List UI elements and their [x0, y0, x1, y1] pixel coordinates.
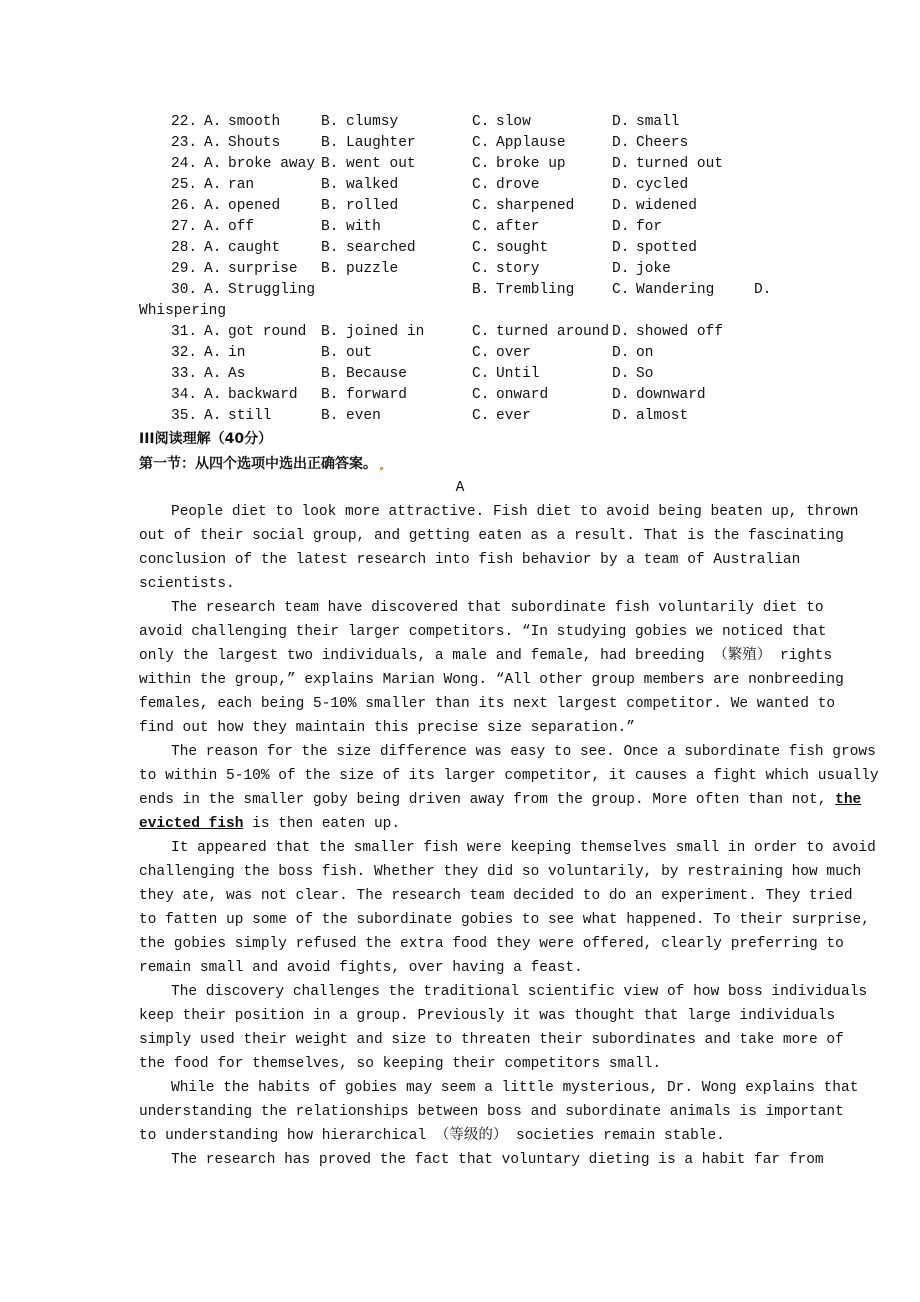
text-line: While the habits of gobies may seem a little mysterious, Dr. Wong explains that [171, 1080, 859, 1096]
option-letter: A. [204, 198, 222, 214]
option-b: Laughter [346, 135, 416, 151]
question-number: 25. [171, 177, 198, 193]
option-b: searched [346, 240, 416, 256]
option-letter: A. [204, 408, 222, 424]
option-b: puzzle [346, 261, 399, 277]
text-line: conclusion of the latest research into fish behavior by a team of Australian [139, 552, 801, 568]
option-c: sought [496, 240, 549, 256]
option-b: Trembling [496, 282, 575, 298]
option-a: in [228, 345, 246, 361]
text-segment: ends in the smaller goby being driven away from the group. More often than not, [139, 792, 836, 808]
option-c: story [496, 261, 540, 277]
option-letter: D. [612, 408, 630, 424]
question-number: 24. [171, 156, 198, 172]
option-d: small [636, 114, 680, 130]
option-b: went out [346, 156, 416, 172]
paragraph [139, 740, 879, 836]
option-letter: B. [321, 114, 339, 130]
option-c: slow [496, 114, 531, 130]
marker-dot [380, 467, 383, 470]
text-line: out of their social group, and getting eaten as a result. That is the fascinating [139, 528, 844, 544]
option-letter: B. [321, 198, 339, 214]
text-line: avoid challenging their larger competitors. “In studying gobies we noticed that [139, 624, 827, 640]
option-c: after [496, 219, 540, 235]
text-line: within the group,” explains Marian Wong. “All other group members are nonbreeding [139, 672, 844, 688]
option-a: Shouts [228, 135, 281, 151]
option-d: downward [636, 387, 706, 403]
option-d: cycled [636, 177, 689, 193]
option-a: As [228, 366, 246, 382]
text-line: simply used their weight and size to threaten their subordinates and take more of [139, 1032, 844, 1048]
option-letter: B. [321, 135, 339, 151]
option-letter: B. [321, 345, 339, 361]
option-d: Whispering [139, 303, 227, 319]
option-c: Until [496, 366, 540, 382]
option-b: out [346, 345, 373, 361]
option-b: walked [346, 177, 399, 193]
option-c: Applause [496, 135, 566, 151]
option-letter: C. [612, 282, 630, 298]
option-letter: D. [612, 261, 630, 277]
option-d: on [636, 345, 654, 361]
question-number: 34. [171, 387, 198, 403]
option-row [0, 259, 920, 280]
underlined-phrase: the [835, 792, 862, 808]
text-line: People diet to look more attractive. Fish diet to avoid being beaten up, thrown [171, 504, 859, 520]
paragraph [139, 596, 844, 740]
option-letter: D. [612, 177, 630, 193]
text-line: keep their position in a group. Previously it was thought that large individuals [139, 1008, 836, 1024]
option-d: for [636, 219, 663, 235]
option-c: drove [496, 177, 540, 193]
question-number: 26. [171, 198, 198, 214]
text-line: remain small and avoid fights, over having a feast. [139, 960, 583, 976]
option-c: sharpened [496, 198, 575, 214]
text-line: The discovery challenges the traditional scientific view of how boss individuals [171, 984, 868, 1000]
option-row [0, 133, 920, 154]
option-letter: A. [204, 387, 222, 403]
option-letter: A. [204, 156, 222, 172]
option-b: Because [346, 366, 407, 382]
option-d: turned out [636, 156, 724, 172]
text-line: find out how they maintain this precise size separation.” [139, 720, 635, 736]
option-letter: C. [472, 408, 490, 424]
question-number: 27. [171, 219, 198, 235]
question-number: 29. [171, 261, 198, 277]
paragraph [139, 500, 859, 596]
option-letter: D. [612, 135, 630, 151]
text-line [139, 812, 781, 836]
option-letter: A. [204, 219, 222, 235]
option-letter: B. [321, 261, 339, 277]
option-b: rolled [346, 198, 399, 214]
passage-label: A [455, 480, 465, 496]
underlined-phrase: evicted fish [139, 816, 244, 832]
option-row [0, 406, 920, 427]
option-d: almost [636, 408, 689, 424]
option-a: broke away [228, 156, 316, 172]
option-letter: D. [612, 324, 630, 340]
text-line: The research has proved the fact that voluntary dieting is a habit far from [171, 1152, 824, 1168]
option-b: clumsy [346, 114, 399, 130]
option-letter: A. [204, 282, 222, 298]
text-line: scientists. [139, 576, 235, 592]
option-letter: C. [472, 114, 490, 130]
option-letter: C. [472, 219, 490, 235]
reading-passage [139, 476, 879, 1172]
text-line: to fatten up some of the subordinate gobies to see what happened. To their surprise, [139, 912, 870, 928]
option-letter: A. [204, 114, 222, 130]
option-letter: C. [472, 135, 490, 151]
paragraph [139, 1148, 824, 1172]
option-letter: C. [472, 198, 490, 214]
option-row [0, 196, 920, 217]
option-c: over [496, 345, 531, 361]
text-line: the gobies simply refused the extra food they were offered, clearly preferring to [139, 936, 844, 952]
option-letter: D. [612, 198, 630, 214]
option-letter: B. [321, 324, 339, 340]
option-row [0, 280, 920, 301]
option-row [0, 364, 920, 385]
option-row [0, 175, 920, 196]
question-number: 23. [171, 135, 198, 151]
text-line: to within 5-10% of the size of its larger competitor, it causes a fight which usually [139, 768, 879, 784]
option-letter: C. [472, 156, 490, 172]
option-a: off [228, 219, 255, 235]
text-line: they ate, was not clear. The research team decided to do an experiment. They tried [139, 888, 853, 904]
option-letter: B. [321, 240, 339, 256]
option-letter: A. [204, 324, 222, 340]
option-c: broke up [496, 156, 566, 172]
option-letter: A. [204, 261, 222, 277]
option-letter: A. [204, 345, 222, 361]
option-letter: B. [321, 387, 339, 403]
option-row-continued [0, 301, 920, 322]
text-line: It appeared that the smaller fish were keeping themselves small in order to avoid [171, 840, 876, 856]
option-letter: C. [472, 324, 490, 340]
option-c: Wandering [636, 282, 715, 298]
option-b: forward [346, 387, 407, 403]
text-line: to understanding how hierarchical （等级的） societies remain stable. [139, 1128, 725, 1144]
question-number: 22. [171, 114, 198, 130]
option-a: still [228, 408, 272, 424]
option-a: Struggling [228, 282, 316, 298]
option-letter: D. [612, 345, 630, 361]
paragraph [139, 836, 876, 980]
question-number: 32. [171, 345, 198, 361]
option-c: onward [496, 387, 549, 403]
option-letter: D. [612, 219, 630, 235]
option-row [0, 238, 920, 259]
option-a: caught [228, 240, 281, 256]
option-letter: D. [612, 156, 630, 172]
text-line: The research team have discovered that subordinate fish voluntarily diet to [171, 600, 824, 616]
option-b: even [346, 408, 381, 424]
option-row [0, 343, 920, 364]
option-d: spotted [636, 240, 697, 256]
option-letter: A. [204, 135, 222, 151]
option-a: smooth [228, 114, 281, 130]
option-row [0, 217, 920, 238]
option-letter: D. [612, 240, 630, 256]
text-line: females, each being 5-10% smaller than its next largest competitor. We wanted to [139, 696, 836, 712]
option-letter: B. [321, 366, 339, 382]
option-a: surprise [228, 261, 298, 277]
option-letter: C. [472, 345, 490, 361]
text-line: The reason for the size difference was easy to see. Once a subordinate fish grows [171, 744, 876, 760]
paragraph [139, 1076, 859, 1148]
text-line: challenging the boss fish. Whether they did so voluntarily, by restraining how much [139, 864, 862, 880]
option-b: with [346, 219, 381, 235]
text-line: understanding the relationships between boss and subordinate animals is important [139, 1104, 844, 1120]
question-number: 31. [171, 324, 198, 340]
section-title: III阅读理解（40分） [139, 431, 273, 447]
option-b: joined in [346, 324, 425, 340]
option-c: ever [496, 408, 531, 424]
option-d: Cheers [636, 135, 689, 151]
option-row [0, 322, 920, 343]
option-letter: B. [321, 177, 339, 193]
text-line [139, 788, 862, 812]
option-a: got round [228, 324, 307, 340]
text-line: only the largest two individuals, a male and female, had breeding （繁殖） rights [139, 648, 833, 664]
option-letter: B. [321, 408, 339, 424]
option-d: widened [636, 198, 697, 214]
option-letter: C. [472, 366, 490, 382]
question-number: 35. [171, 408, 198, 424]
option-letter: A. [204, 240, 222, 256]
option-letter: D. [612, 114, 630, 130]
option-letter: D. [612, 366, 630, 382]
question-number: 33. [171, 366, 198, 382]
option-letter: C. [472, 240, 490, 256]
text-segment: is then eaten up. [243, 816, 401, 832]
text-line: the food for themselves, so keeping their competitors small. [139, 1056, 662, 1072]
option-letter: A. [204, 366, 222, 382]
option-c: turned around [496, 324, 610, 340]
option-letter: A. [204, 177, 222, 193]
option-letter: B. [321, 219, 339, 235]
option-letter: C. [472, 261, 490, 277]
question-number: 30. [171, 282, 198, 298]
subsection-text: 第一节：从四个选项中选出正确答案。 [139, 456, 377, 472]
option-row [0, 112, 920, 133]
option-row [0, 385, 920, 406]
option-letter: C. [472, 387, 490, 403]
subsection-title [139, 453, 383, 473]
option-letter: C. [472, 177, 490, 193]
option-d: showed off [636, 324, 724, 340]
option-row [0, 154, 920, 175]
option-a: opened [228, 198, 281, 214]
option-d: So [636, 366, 654, 382]
option-d: joke [636, 261, 671, 277]
paragraph [139, 980, 868, 1076]
option-a: backward [228, 387, 298, 403]
question-number: 28. [171, 240, 198, 256]
option-letter: D. [612, 387, 630, 403]
option-letter: B. [321, 156, 339, 172]
option-letter: B. [472, 282, 490, 298]
option-letter: D. [754, 282, 772, 298]
option-a: ran [228, 177, 255, 193]
